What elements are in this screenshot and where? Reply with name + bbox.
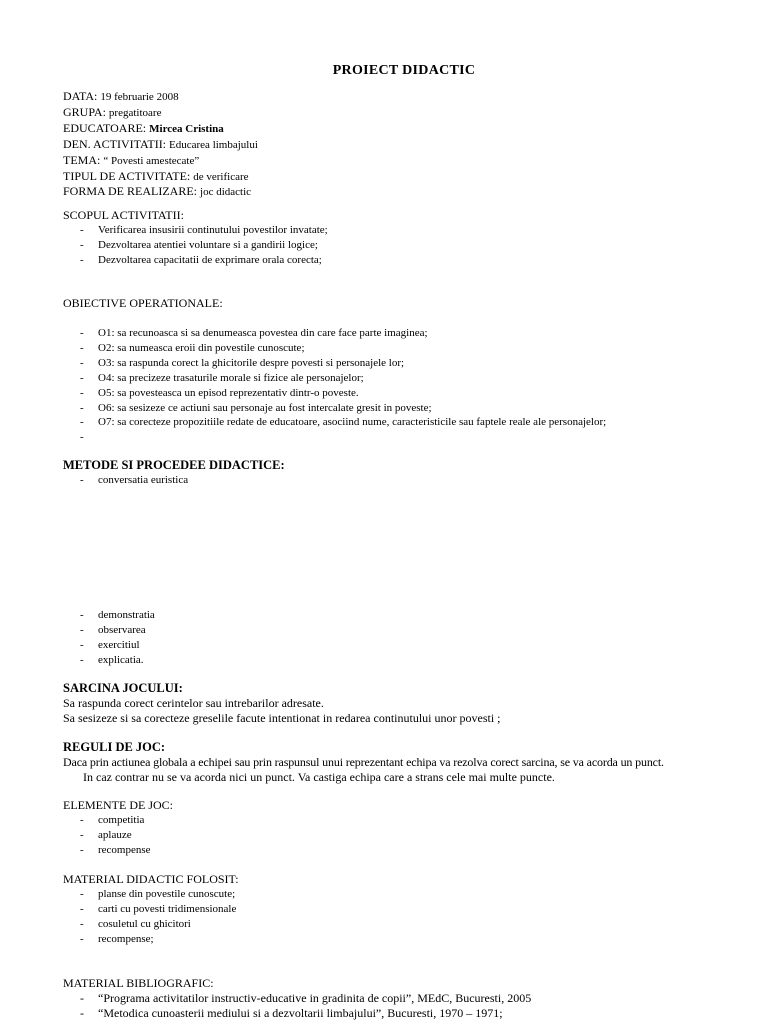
educatoare-label: EDUCATOARE: [63,120,147,135]
metode-heading: METODE SI PROCEDEE DIDACTICE: [63,458,285,472]
material-section [63,872,239,947]
forma-realizare-row [63,184,258,200]
tema-value: “ Povesti amestecate” [103,154,200,167]
list-item: - recompense [63,843,173,858]
list-item: - Verificarea insusirii continutului povestilor invatate; [63,223,328,238]
bibliografic-heading: MATERIAL BIBLIOGRAFIC: [63,976,214,990]
list-item: - observarea [63,623,155,638]
list-item: - aplauze [63,828,173,843]
list-item: - O4: sa precizeze trasaturile morale si fizice ale personajelor; [63,371,606,386]
list-item: - exercitiul [63,638,155,653]
list-item: - cosuletul cu ghicitori [63,917,239,932]
list-item: - “Metodica cunoasterii mediului si a dezvoltarii limbajului”, Bucuresti, 1970 – 1971; [63,1006,531,1021]
list-item: - O6: sa sesizeze ce actiuni sau personaje au fost intercalate gresit in poveste; [63,401,606,416]
list-item: - planse din povestile cunoscute; [63,887,239,902]
elemente-section [63,798,173,858]
sarcina-line: Sa raspunda corect cerintelor sau intrebarilor adresate. [63,695,324,710]
data-value: 19 februarie 2008 [100,91,179,103]
scopul-heading: SCOPUL ACTIVITATII: [63,208,184,222]
tema-label: TEMA: [63,152,101,167]
metode-list-first [63,473,285,488]
tipul-activitate-label: TIPUL DE ACTIVITATE: [63,168,191,183]
material-list [63,887,239,947]
list-item: - carti cu povesti tridimensionale [63,902,239,917]
sarcina-line: Sa sesizeze si sa corecteze greselile facute intentionat in redarea continutului unor povesti ; [63,710,501,725]
list-item: - Dezvoltarea atentiei voluntare si a gandirii logice; [63,238,328,253]
header-block [63,89,258,200]
list-item: - recompense; [63,932,239,947]
sarcina-heading: SARCINA JOCULUI: [63,681,183,695]
scopul-list [63,223,328,268]
elemente-list [63,813,173,858]
list-item: - “Programa activitatilor instructiv-educative in gradinita de copii”, MEdC, Bucuresti, 2005 [63,991,531,1006]
data-label: DATA: [63,89,98,103]
reguli-line: Daca prin actiunea globala a echipei sau prin raspunsul unui reprezentant echipa va rezolva corect sarcina, se va acorda un punct. [63,754,664,769]
bibliografic-list [63,991,531,1021]
document-title: PROIECT DIDACTIC [332,63,476,78]
list-item: - O1: sa recunoasca si sa denumeasca povestea din care face parte imaginea; [63,326,606,341]
educatoare-row [63,121,258,137]
reguli-section [63,740,664,785]
grupa-row [63,105,258,121]
scopul-section [63,208,328,268]
bibliografic-section [63,976,531,1021]
reguli-line: In caz contrar nu se va acorda nici un punct. Va castiga echipa care a strans cele mai multe puncte. [83,769,555,784]
grupa-label: GRUPA: [63,104,106,119]
educatoare-value: Mircea Cristina [149,122,224,135]
den-activitatii-value: Educarea limbajului [169,138,258,151]
grupa-value: pregatitoare [108,106,162,119]
list-item: - explicatia. [63,653,155,668]
obiective-section [63,296,223,311]
obiective-list-block [63,326,606,430]
tema-row [63,153,258,169]
material-heading: MATERIAL DIDACTIC FOLOSIT: [63,872,239,886]
list-item: - O5: sa povesteasca un episod reprezentativ dintr-o poveste. [63,386,606,401]
obiective-heading: OBIECTIVE OPERATIONALE: [63,296,223,310]
forma-realizare-label: FORMA DE REALIZARE: [63,184,198,199]
sarcina-section [63,681,501,726]
metode-list-second [63,608,155,668]
list-item: - Dezvoltarea capacitatii de exprimare orala corecta; [63,253,328,268]
metode-section [63,458,285,488]
list-item: - competitia [63,813,173,828]
den-activitatii-row [63,137,258,153]
list-item: - O2: sa numeasca eroii din povestile cunoscute; [63,341,606,356]
list-item: - conversatia euristica [63,473,285,488]
metode-list-second-block [63,608,155,668]
obiective-list [63,326,606,430]
data-row [63,89,258,105]
elemente-heading: ELEMENTE DE JOC: [63,798,173,812]
tipul-activitate-value: de verificare [193,170,249,183]
reguli-heading: REGULI DE JOC: [63,740,166,754]
tipul-activitate-row [63,169,258,185]
den-activitatii-label: DEN. ACTIVITATII: [63,136,167,151]
list-item: - demonstratia [63,608,155,623]
list-item: - O3: sa raspunda corect la ghicitorile despre povesti si personajele lor; [63,356,606,371]
list-item: - O7: sa corecteze propozitiile redate de educatoare, asociind nume, caracteristicile sau faptele reale ale personajelor; [63,415,606,430]
forma-realizare-value: joc didactic [200,186,252,199]
